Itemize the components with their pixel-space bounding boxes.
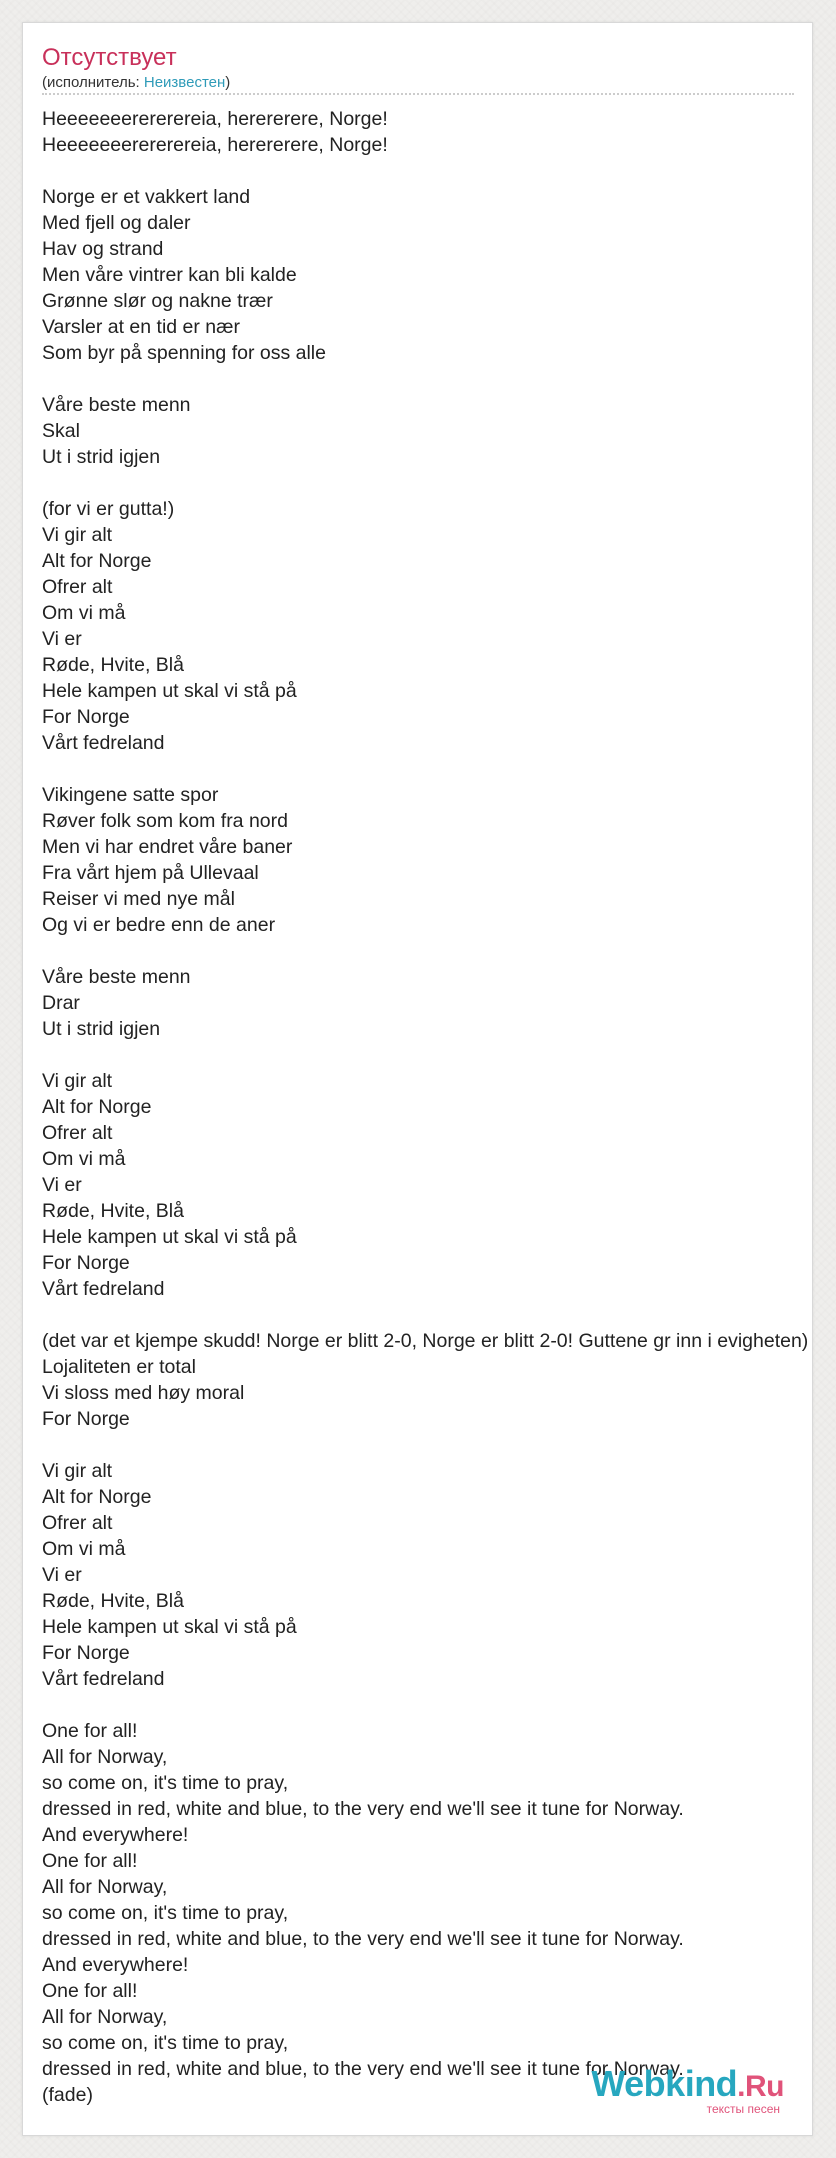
lyric-line: Vi sloss med høy moral (42, 1382, 245, 1404)
lyric-line: For Norge (42, 1408, 130, 1430)
lyric-line: Røde, Hvite, Blå (42, 1200, 184, 1222)
lyric-line: Hav og strand (42, 238, 164, 260)
lyric-line: Vi er (42, 1564, 82, 1586)
lyric-line (42, 1692, 813, 1718)
lyric-line: Våre beste menn (42, 394, 191, 416)
lyric-line: Røde, Hvite, Blå (42, 1590, 184, 1612)
lyric-line: For Norge (42, 1252, 130, 1274)
lyric-line: Alt for Norge (42, 1096, 152, 1118)
lyric-line (42, 756, 813, 782)
lyric-line: Heeeeeeerererereia, herererere, Norge! (42, 134, 388, 156)
lyric-line: Vårt fedreland (42, 732, 165, 754)
lyric-line: Men vi har endret våre baner (42, 836, 293, 858)
lyric-line: dressed in red, white and blue, to the very end we'll see it tune for Norway. (42, 2058, 684, 2080)
lyric-line (42, 938, 813, 964)
lyric-line: All for Norway, (42, 1876, 168, 1898)
artist-prefix: (исполнитель: (42, 74, 144, 91)
lyrics-card (22, 22, 813, 2136)
lyric-line: Drar (42, 992, 80, 1014)
lyric-line: (fade) (42, 2084, 93, 2106)
lyric-line: Vikingene satte spor (42, 784, 219, 806)
lyric-line: Varsler at en tid er nær (42, 316, 240, 338)
lyric-line: Vi gir alt (42, 1460, 113, 1482)
lyric-line (42, 1042, 813, 1068)
lyric-line: dressed in red, white and blue, to the very end we'll see it tune for Norway. (42, 1928, 684, 1950)
logo-main-text: Webkind (591, 2063, 738, 2104)
lyric-line: (det var et kjempe skudd! Norge er blitt 2-0, Norge er blitt 2-0! Guttene gr inn i evigheten) (42, 1330, 809, 1352)
lyric-line: Vi er (42, 1174, 82, 1196)
lyric-line: Ofrer alt (42, 1122, 113, 1144)
lyric-line: One for all! (42, 1720, 138, 1742)
lyric-line: Vi gir alt (42, 1070, 113, 1092)
lyric-line: For Norge (42, 706, 130, 728)
lyric-line: Grønne slør og nakne trær (42, 290, 273, 312)
lyric-line: Fra vårt hjem på Ullevaal (42, 862, 259, 884)
artist-suffix: ) (225, 74, 231, 91)
lyric-line: Ut i strid igjen (42, 446, 161, 468)
lyric-line: All for Norway, (42, 1746, 168, 1768)
lyric-line: Hele kampen ut skal vi stå på (42, 1226, 297, 1248)
lyric-line: Og vi er bedre enn de aner (42, 914, 276, 936)
lyric-line: so come on, it's time to pray, (42, 2032, 289, 2054)
lyric-line: Våre beste menn (42, 966, 191, 988)
lyric-line: Vi er (42, 628, 82, 650)
lyric-line: Reiser vi med nye mål (42, 888, 235, 910)
lyric-line: Røver folk som kom fra nord (42, 810, 288, 832)
lyric-line: One for all! (42, 1850, 138, 1872)
lyric-line: so come on, it's time to pray, (42, 1772, 289, 1794)
lyric-line: Lojaliteten er total (42, 1356, 196, 1378)
lyric-line: Vårt fedreland (42, 1668, 165, 1690)
lyric-line: Heeeeeeerererereia, herererere, Norge! (42, 108, 388, 130)
song-title: Отсутствует (42, 44, 177, 71)
lyric-line: so come on, it's time to pray, (42, 1902, 289, 1924)
lyric-line: All for Norway, (42, 2006, 168, 2028)
lyric-line: Alt for Norge (42, 1486, 152, 1508)
site-logo[interactable] (591, 2063, 784, 2116)
lyric-line: Med fjell og daler (42, 212, 191, 234)
lyric-line: Vårt fedreland (42, 1278, 165, 1300)
lyric-line: Skal (42, 420, 80, 442)
lyric-line: Ofrer alt (42, 1512, 113, 1534)
logo-tld: .Ru (737, 2070, 784, 2103)
lyric-line: And everywhere! (42, 1824, 189, 1846)
artist-link[interactable]: Неизвестен (143, 74, 226, 91)
lyric-line: For Norge (42, 1642, 130, 1664)
lyric-line: Om vi må (42, 1148, 126, 1170)
lyric-line: Ofrer alt (42, 576, 113, 598)
lyric-line: Ut i strid igjen (42, 1018, 161, 1040)
lyric-line: Om vi må (42, 1538, 126, 1560)
artist-line (42, 73, 230, 93)
lyric-line: Hele kampen ut skal vi stå på (42, 1616, 297, 1638)
lyric-line: Norge er et vakkert land (42, 186, 251, 208)
lyric-line: Røde, Hvite, Blå (42, 654, 184, 676)
lyric-line: Men våre vintrer kan bli kalde (42, 264, 297, 286)
logo-tagline: тексты песен (706, 2102, 780, 2116)
lyric-line (42, 470, 813, 496)
lyric-line: Som byr på spenning for oss alle (42, 342, 326, 364)
lyric-line (42, 1302, 813, 1328)
lyric-line (42, 158, 813, 184)
lyric-line (42, 1432, 813, 1458)
lyric-line: And everywhere! (42, 1954, 189, 1976)
lyric-line: Alt for Norge (42, 550, 152, 572)
lyric-line: (for vi er gutta!) (42, 498, 175, 520)
lyric-line: dressed in red, white and blue, to the very end we'll see it tune for Norway. (42, 1798, 684, 1820)
lyrics-text (42, 106, 813, 2108)
lyric-line: Hele kampen ut skal vi stå på (42, 680, 297, 702)
lyric-line: One for all! (42, 1980, 138, 2002)
title-divider (42, 93, 794, 95)
lyric-line: Vi gir alt (42, 524, 113, 546)
lyric-line (42, 366, 813, 392)
lyric-line: Om vi må (42, 602, 126, 624)
